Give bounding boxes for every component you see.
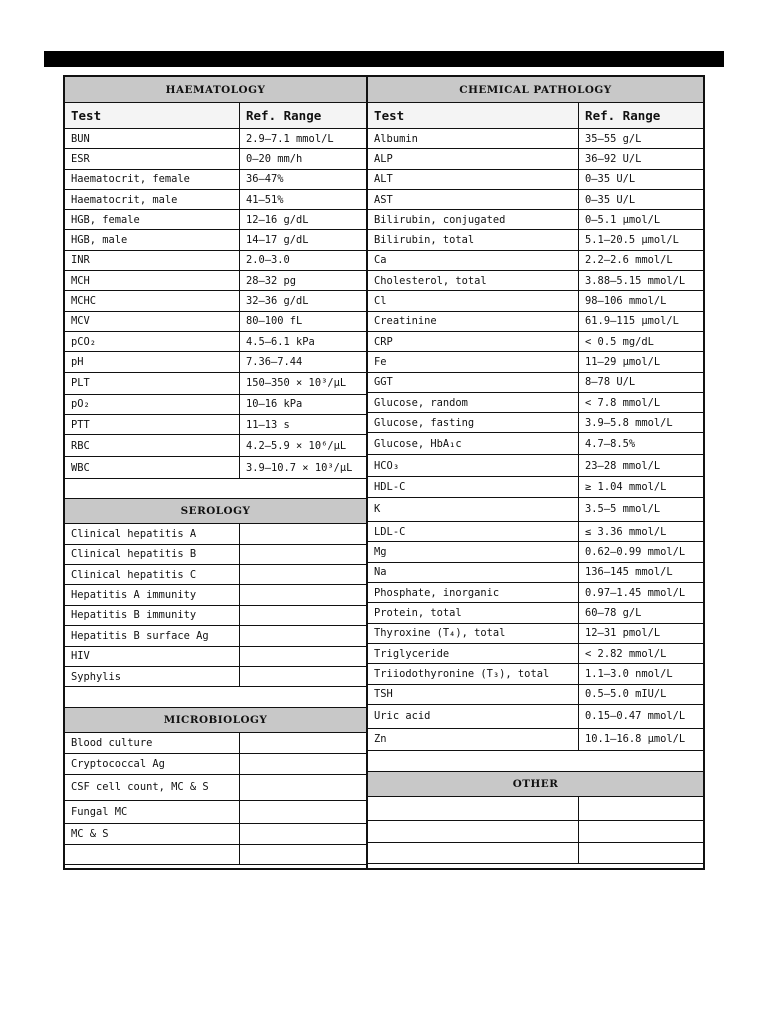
table-row <box>65 565 366 585</box>
reference-range: < 2.82 mmol/L <box>585 647 667 660</box>
test-name: Blood culture <box>65 733 240 753</box>
test-name: ALT <box>368 170 579 189</box>
test-name: Clinical hepatitis C <box>65 565 240 584</box>
table-row <box>368 433 703 455</box>
table-row <box>65 435 366 457</box>
test-name: Bilirubin, conjugated <box>368 210 579 229</box>
test-name: Glucose, HbA₁c <box>368 433 579 454</box>
table-row <box>65 824 366 845</box>
test-name: GGT <box>368 373 579 392</box>
test-name: pO₂ <box>65 395 240 414</box>
test-name: Cl <box>368 291 579 310</box>
test-name: Glucose, random <box>368 393 579 412</box>
table-row <box>65 230 366 250</box>
table-row <box>368 498 703 522</box>
reference-range: 10–16 kPa <box>246 398 303 411</box>
reference-range: 3.9–10.7 × 10³/µL <box>246 461 353 474</box>
test-name: Hepatitis B immunity <box>65 606 240 625</box>
test-name: Mg <box>368 542 579 561</box>
haematology-section-title: HAEMATOLOGY <box>165 83 266 96</box>
test-name: Triiodothyronine (T₃), total <box>368 664 579 683</box>
column-header-range: Ref. Range <box>246 108 322 123</box>
table-row <box>368 797 703 821</box>
test-name: ESR <box>65 149 240 168</box>
test-name: Phosphate, inorganic <box>368 583 579 602</box>
reference-range: 2.0–3.0 <box>246 254 290 267</box>
reference-range <box>240 775 366 800</box>
reference-range <box>579 843 703 863</box>
test-name: CSF cell count, MC & S <box>65 775 240 800</box>
blank-row <box>368 751 703 772</box>
reference-range <box>240 647 366 666</box>
table-row <box>65 754 366 775</box>
reference-range: 0.62–0.99 mmol/L <box>585 546 686 559</box>
table-row <box>65 801 366 824</box>
reference-range: 11–29 µmol/L <box>585 355 661 368</box>
reference-range: 23–28 mmol/L <box>585 459 661 472</box>
reference-range: 3.88–5.15 mmol/L <box>585 274 686 287</box>
test-name <box>368 843 579 863</box>
reference-range <box>240 801 366 823</box>
test-name: pCO₂ <box>65 332 240 351</box>
reference-range <box>240 626 366 645</box>
table-row <box>368 705 703 729</box>
test-name: Albumin <box>368 129 579 148</box>
reference-range: 3.9–5.8 mmol/L <box>585 416 673 429</box>
reference-range <box>579 797 703 820</box>
test-name: HGB, male <box>65 230 240 249</box>
test-name: Thyroxine (T₄), total <box>368 624 579 643</box>
test-name: TSH <box>368 685 579 704</box>
reference-range: 0–20 mm/h <box>246 152 303 165</box>
table-row <box>368 393 703 413</box>
table-row <box>368 230 703 250</box>
test-name: Hepatitis A immunity <box>65 585 240 604</box>
test-name: BUN <box>65 129 240 148</box>
reference-range: 4.2–5.9 × 10⁶/µL <box>246 439 347 452</box>
microbiology-section-header <box>65 708 366 733</box>
chemical-pathology-section-title: CHEMICAL PATHOLOGY <box>459 83 612 96</box>
reference-range: < 0.5 mg/dL <box>585 335 654 348</box>
test-name: Protein, total <box>368 603 579 622</box>
test-name: Na <box>368 563 579 582</box>
test-name: Uric acid <box>368 705 579 728</box>
test-name: Bilirubin, total <box>368 230 579 249</box>
reference-range <box>240 565 366 584</box>
table-row <box>65 545 366 565</box>
blank-row <box>65 687 366 708</box>
table-row <box>65 775 366 801</box>
column-header-test: Test <box>368 103 579 128</box>
test-name: PLT <box>65 373 240 394</box>
reference-range <box>240 667 366 686</box>
reference-range: 28–32 pg <box>246 274 297 287</box>
other-section-title: OTHER <box>512 777 559 790</box>
table-row <box>65 210 366 230</box>
other-section-header <box>368 772 703 797</box>
table-row <box>368 477 703 498</box>
reference-range: 36–47% <box>246 173 284 186</box>
reference-range <box>579 821 703 842</box>
test-name: Clinical hepatitis B <box>65 545 240 564</box>
reference-range: < 7.8 mmol/L <box>585 396 661 409</box>
reference-range: 4.7–8.5% <box>585 437 636 450</box>
test-name: Haematocrit, female <box>65 170 240 189</box>
test-name: Clinical hepatitis A <box>65 524 240 543</box>
table-row <box>368 583 703 603</box>
reference-range: 11–13 s <box>246 418 290 431</box>
test-name: pH <box>65 352 240 371</box>
test-name <box>368 821 579 842</box>
blank-row <box>65 479 366 499</box>
column-header-range: Ref. Range <box>585 108 661 123</box>
column-header-test: Test <box>65 103 240 128</box>
table-row <box>368 312 703 332</box>
test-name: HDL-C <box>368 477 579 497</box>
table-row <box>368 210 703 230</box>
left-column <box>65 77 368 868</box>
table-row <box>368 644 703 664</box>
serology-section-header <box>65 499 366 524</box>
table-row <box>368 373 703 393</box>
test-name: Syphylis <box>65 667 240 686</box>
table-row <box>368 129 703 149</box>
table-row <box>65 352 366 372</box>
table-row <box>368 455 703 477</box>
test-name <box>368 797 579 820</box>
table-row <box>65 415 366 435</box>
table-row <box>65 373 366 395</box>
lab-reference-sheet <box>63 75 705 870</box>
reference-range <box>240 845 366 864</box>
test-name: MCH <box>65 271 240 290</box>
table-row <box>65 606 366 626</box>
reference-range: 2.9–7.1 mmol/L <box>246 132 334 145</box>
reference-range: 1.1–3.0 nmol/L <box>585 667 673 680</box>
table-row <box>368 352 703 372</box>
test-name: HIV <box>65 647 240 666</box>
table-row <box>65 845 366 865</box>
reference-range <box>240 754 366 774</box>
test-name: AST <box>368 190 579 209</box>
table-row <box>65 291 366 311</box>
table-row <box>368 251 703 271</box>
reference-range: 61.9–115 µmol/L <box>585 315 679 328</box>
table-row <box>65 170 366 190</box>
test-name: Fe <box>368 352 579 371</box>
test-name <box>65 845 240 864</box>
table-row <box>368 522 703 543</box>
test-name: Zn <box>368 729 579 750</box>
table-row <box>65 312 366 332</box>
test-name: RBC <box>65 435 240 456</box>
reference-range: 10.1–16.8 µmol/L <box>585 733 686 746</box>
table-row <box>368 149 703 169</box>
table-row <box>368 624 703 644</box>
test-name: Triglyceride <box>368 644 579 663</box>
reference-range: ≤ 3.36 mmol/L <box>585 525 667 538</box>
test-name: CRP <box>368 332 579 351</box>
test-name: Haematocrit, male <box>65 190 240 209</box>
test-name: HGB, female <box>65 210 240 229</box>
reference-range: 5.1–20.5 µmol/L <box>585 234 679 247</box>
column-header-row <box>65 103 366 129</box>
test-name: MCV <box>65 312 240 331</box>
table-row <box>368 190 703 210</box>
table-row <box>368 271 703 291</box>
reference-range <box>240 824 366 844</box>
test-name: Hepatitis B surface Ag <box>65 626 240 645</box>
table-row <box>368 664 703 684</box>
reference-range: 32–36 g/dL <box>246 295 309 308</box>
reference-range: 0.5–5.0 mIU/L <box>585 688 667 701</box>
reference-range: ≥ 1.04 mmol/L <box>585 481 667 494</box>
table-row <box>368 542 703 562</box>
table-row <box>368 332 703 352</box>
reference-range: 0–35 U/L <box>585 173 636 186</box>
right-column <box>368 77 703 868</box>
reference-range: 35–55 g/L <box>585 132 642 145</box>
reference-range: 0.97–1.45 mmol/L <box>585 586 686 599</box>
reference-range <box>240 606 366 625</box>
test-name: MCHC <box>65 291 240 310</box>
reference-range: 2.2–2.6 mmol/L <box>585 254 673 267</box>
reference-range <box>240 585 366 604</box>
table-row <box>368 729 703 751</box>
reference-range <box>240 524 366 543</box>
test-name: K <box>368 498 579 521</box>
reference-range <box>240 733 366 753</box>
reference-range: 0–35 U/L <box>585 193 636 206</box>
table-row <box>65 149 366 169</box>
table-row <box>65 626 366 646</box>
reference-range: 41–51% <box>246 193 284 206</box>
reference-range: 7.36–7.44 <box>246 355 303 368</box>
chemical-pathology-section-header <box>368 77 703 103</box>
table-row <box>65 585 366 605</box>
test-name: ALP <box>368 149 579 168</box>
test-name: HCO₃ <box>368 455 579 476</box>
test-name: Glucose, fasting <box>368 413 579 432</box>
reference-range: 4.5–6.1 kPa <box>246 335 315 348</box>
test-name: Cholesterol, total <box>368 271 579 290</box>
reference-range: 3.5–5 mmol/L <box>585 503 661 516</box>
test-name: Ca <box>368 251 579 270</box>
table-row <box>368 413 703 433</box>
column-header-row <box>368 103 703 129</box>
reference-range: 0.15–0.47 mmol/L <box>585 710 686 723</box>
table-row <box>65 524 366 544</box>
microbiology-section-title: MICROBIOLOGY <box>163 714 268 727</box>
test-name: Creatinine <box>368 312 579 331</box>
reference-range: 60–78 g/L <box>585 606 642 619</box>
top-black-bar <box>44 51 724 67</box>
test-name: PTT <box>65 415 240 434</box>
table-row <box>368 563 703 583</box>
reference-range: 98–106 mmol/L <box>585 295 667 308</box>
table-row <box>65 457 366 479</box>
reference-range: 80–100 fL <box>246 315 303 328</box>
table-row <box>368 170 703 190</box>
reference-range: 8–78 U/L <box>585 376 636 389</box>
test-name: MC & S <box>65 824 240 844</box>
table-row <box>368 843 703 864</box>
test-name: INR <box>65 251 240 270</box>
table-row <box>65 733 366 754</box>
test-name: WBC <box>65 457 240 478</box>
reference-range: 12–16 g/dL <box>246 213 309 226</box>
table-row <box>65 190 366 210</box>
table-row <box>65 332 366 352</box>
table-row <box>368 291 703 311</box>
table-row <box>65 667 366 687</box>
reference-range: 36–92 U/L <box>585 152 642 165</box>
serology-section-title: SEROLOGY <box>180 505 251 518</box>
table-row <box>65 129 366 149</box>
test-name: LDL-C <box>368 522 579 542</box>
reference-range: 0–5.1 µmol/L <box>585 213 661 226</box>
test-name: Cryptococcal Ag <box>65 754 240 774</box>
reference-range: 14–17 g/dL <box>246 234 309 247</box>
table-row <box>368 603 703 623</box>
table-row <box>368 685 703 705</box>
reference-range: 12–31 pmol/L <box>585 627 661 640</box>
table-row <box>65 395 366 415</box>
reference-range <box>240 545 366 564</box>
reference-range: 150–350 × 10³/µL <box>246 377 347 390</box>
reference-range: 136–145 mmol/L <box>585 566 673 579</box>
haematology-section-header <box>65 77 366 103</box>
test-name: Fungal MC <box>65 801 240 823</box>
table-row <box>368 821 703 843</box>
table-row <box>65 271 366 291</box>
table-row <box>65 647 366 667</box>
table-row <box>65 251 366 271</box>
